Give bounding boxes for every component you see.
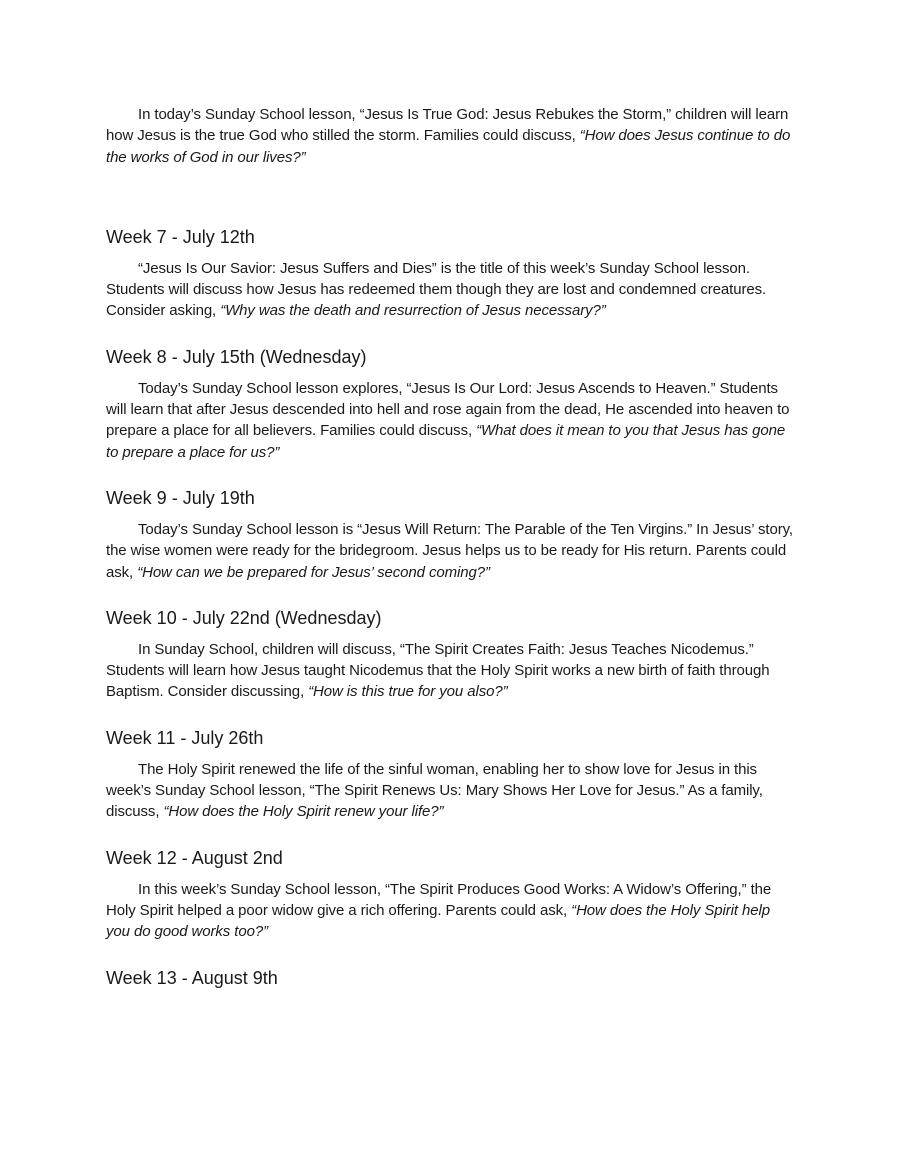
- week-question: “What does it mean to you that Jesus has gone to prepare a place for us?”: [106, 422, 786, 461]
- week-section: [106, 847, 796, 943]
- week-text: “Jesus Is Our Savior: Jesus Suffers and Dies” is the title of this week’s Sunday School lesson. Students will discuss how Jesus has redeemed them though they are lost and condemned creatures. Consider asking,: [106, 259, 767, 320]
- week-section: [106, 487, 796, 583]
- week-paragraph: [106, 258, 796, 322]
- week-text: In Sunday School, children will discuss, “The Spirit Creates Faith: Jesus Teaches Nicodemus.” Students will learn how Jesus taught Nicodemus that the Holy Spirit works a new birth of faith through Baptism. Consider discussing,: [106, 640, 770, 701]
- intro-question: “How does Jesus continue to do the works of God in our lives?”: [106, 127, 791, 166]
- week-section: [106, 727, 796, 823]
- week-section: [106, 607, 796, 703]
- week-section: [106, 346, 796, 463]
- intro-paragraph: [106, 104, 796, 168]
- week-text: Today’s Sunday School lesson explores, “Jesus Is Our Lord: Jesus Ascends to Heaven.” Students will learn that after Jesus descended into hell and rose again from the dead, He ascended into heaven to prepare a place for all believers. Families could discuss,: [106, 379, 790, 440]
- week-question: “Why was the death and resurrection of Jesus necessary?”: [220, 302, 606, 320]
- week-section: [106, 967, 796, 989]
- week-paragraph: [106, 519, 796, 583]
- week-heading: Week 8 - July 15th (Wednesday): [106, 346, 367, 367]
- week-heading: Week 12 - August 2nd: [106, 847, 283, 868]
- week-paragraph: [106, 378, 796, 463]
- week-text: The Holy Spirit renewed the life of the sinful woman, enabling her to show love for Jesus in this week’s Sunday School lesson, “The Spirit Renews Us: Mary Shows Her Love for Jesus.” As a family, discuss,: [106, 760, 763, 821]
- week-section: [106, 226, 796, 322]
- week-text: Today’s Sunday School lesson is “Jesus Will Return: The Parable of the Ten Virgins.” In Jesus’ story, the wise women were ready for the bridegroom. Jesus helps us to be ready for His return. Parents could ask,: [106, 520, 793, 581]
- week-text: In this week’s Sunday School lesson, “The Spirit Produces Good Works: A Widow’s Offering,” the Holy Spirit helped a poor widow give a rich offering. Parents could ask,: [106, 880, 772, 919]
- week-heading: Week 10 - July 22nd (Wednesday): [106, 607, 382, 628]
- week-question: “How does the Holy Spirit help you do good works too?”: [106, 901, 770, 941]
- week-heading: Week 9 - July 19th: [106, 487, 255, 508]
- week-paragraph: [106, 639, 796, 703]
- week-heading: Week 7 - July 12th: [106, 226, 255, 247]
- week-heading: Week 11 - July 26th: [106, 727, 264, 748]
- week-question: “How is this true for you also?”: [308, 683, 508, 701]
- document-page: [106, 104, 796, 989]
- week-question: “How can we be prepared for Jesus’ second coming?”: [137, 563, 490, 581]
- week-question: “How does the Holy Spirit renew your life?”: [163, 803, 444, 821]
- week-heading: Week 13 - August 9th: [106, 967, 278, 988]
- week-paragraph: [106, 879, 796, 943]
- week-paragraph: [106, 759, 796, 823]
- intro-text: In today’s Sunday School lesson, “Jesus Is True God: Jesus Rebukes the Storm,” children will learn how Jesus is the true God who stilled the storm. Families could discuss,: [106, 106, 789, 145]
